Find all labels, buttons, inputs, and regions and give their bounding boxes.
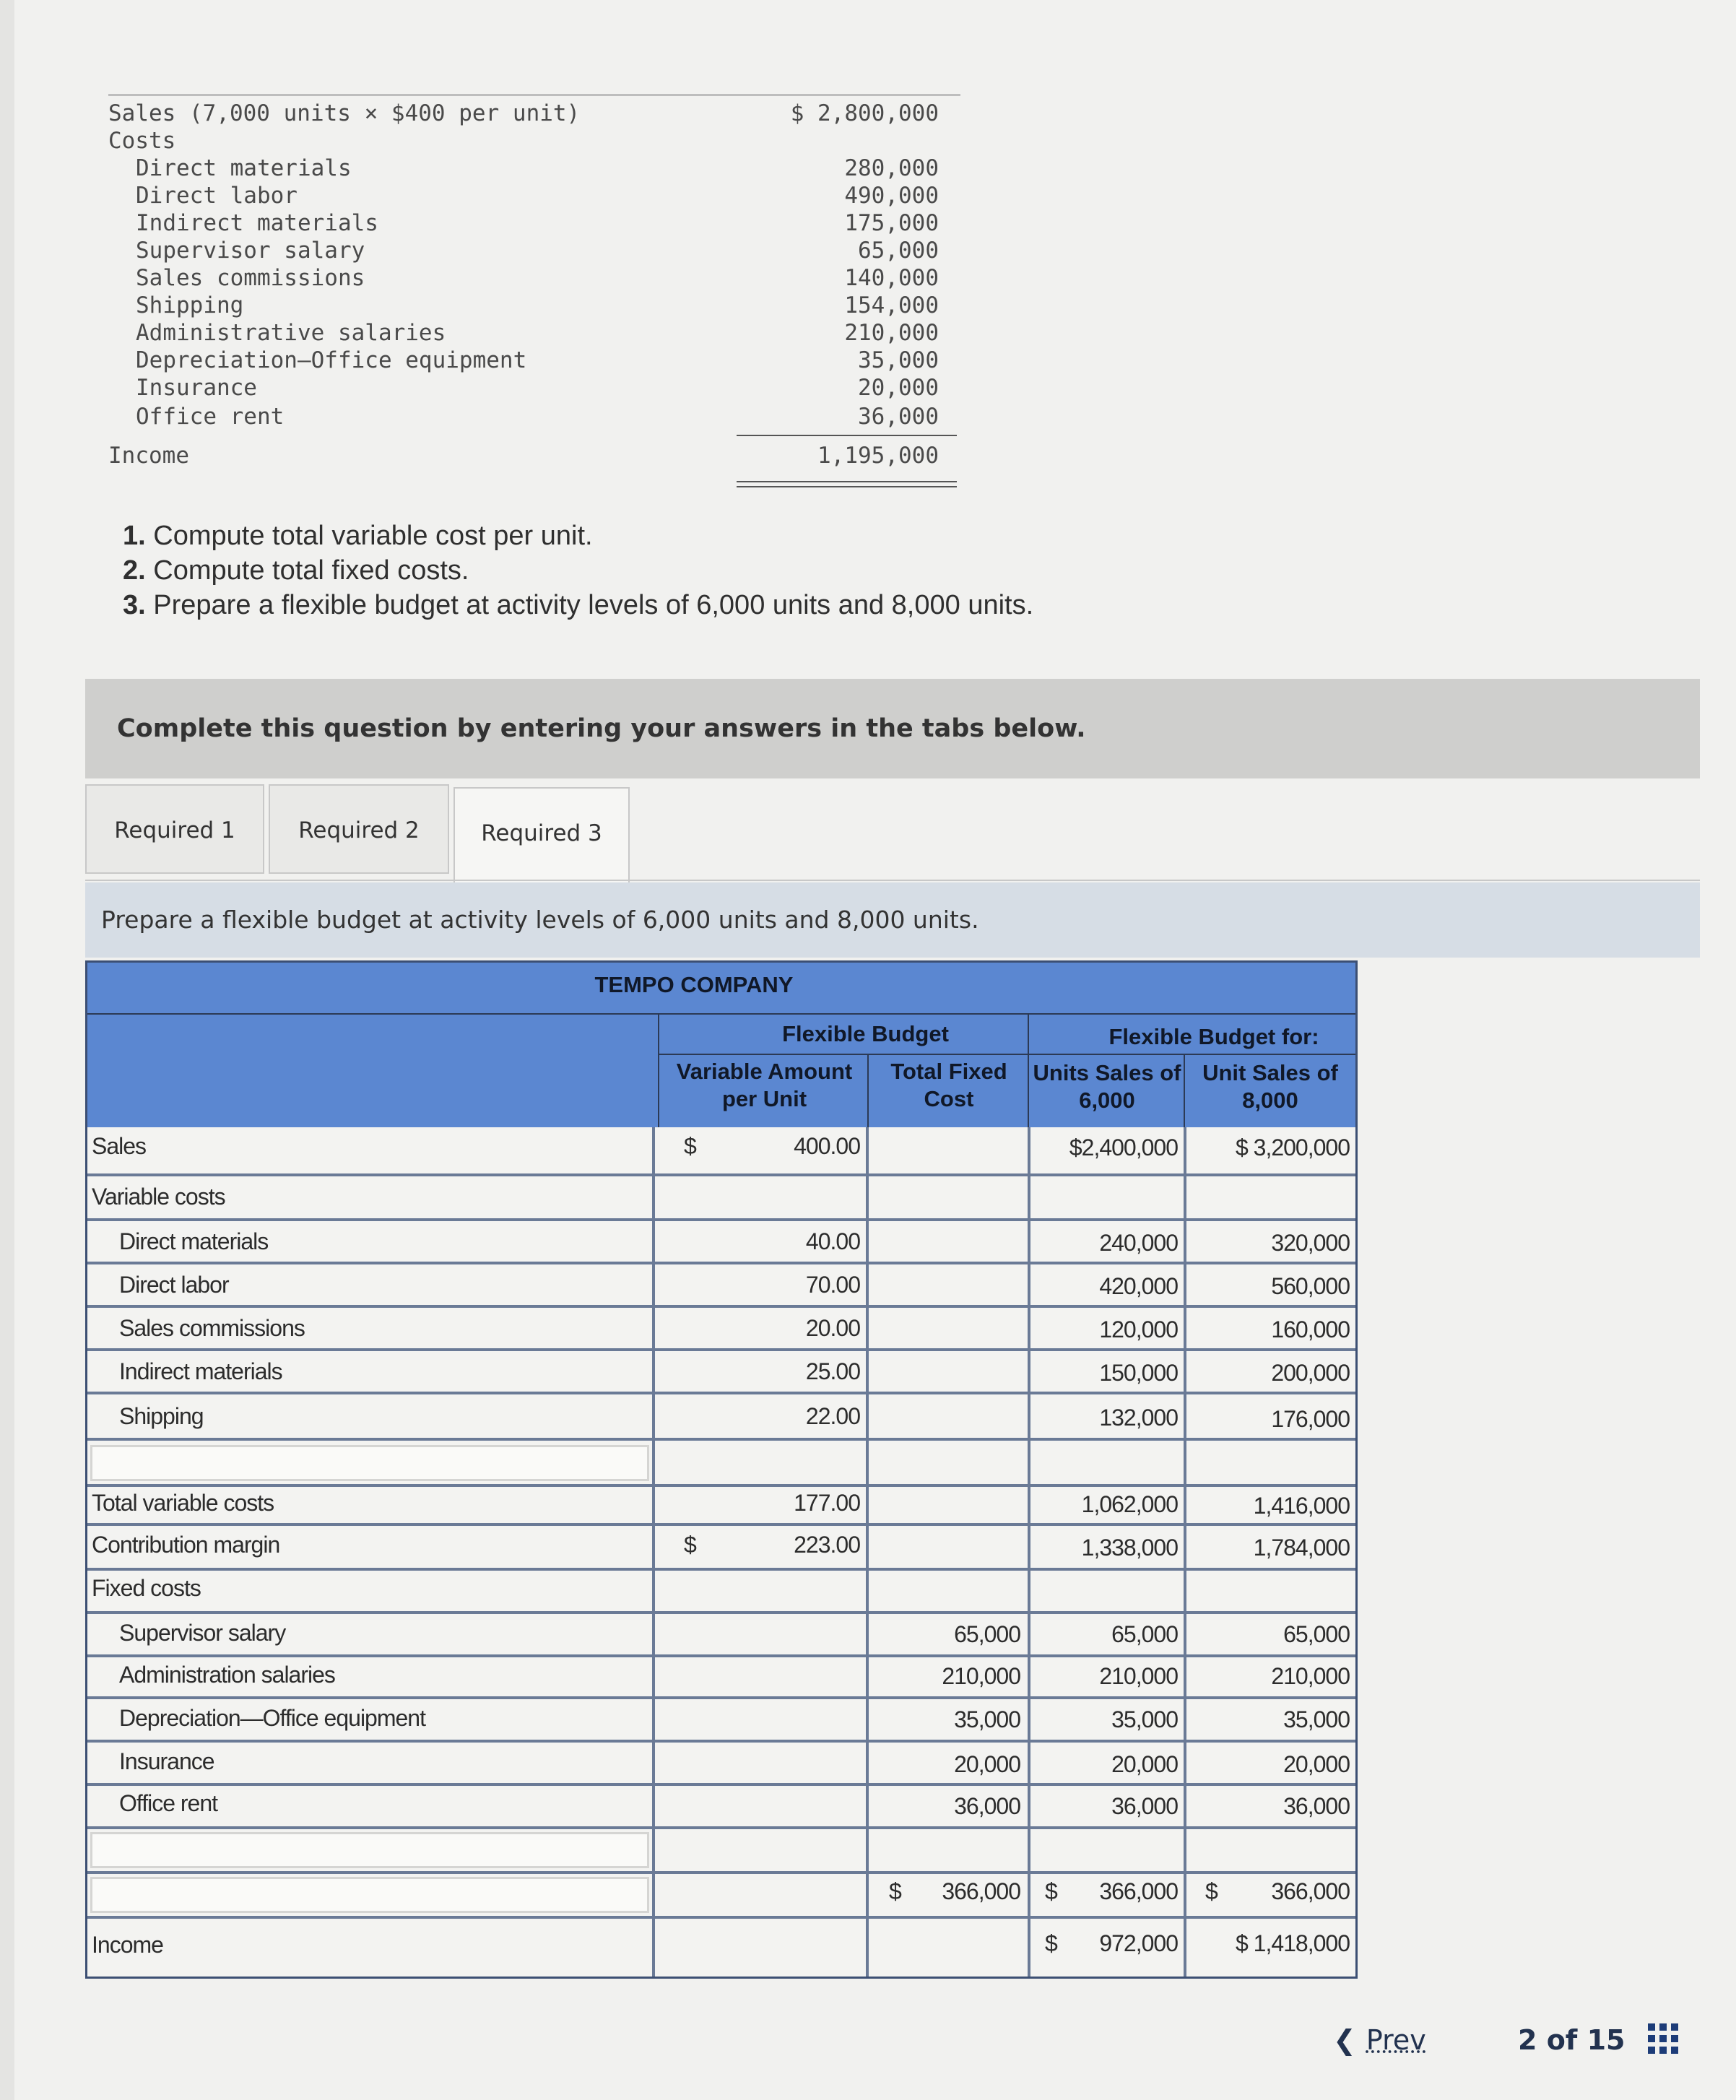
statement-label: Insurance bbox=[136, 375, 257, 401]
statement-value: 140,000 bbox=[844, 265, 939, 291]
depreciation-6000-input[interactable]: 35,000 bbox=[1111, 1706, 1178, 1732]
row-label-depreciation: Depreciation—Office equipment bbox=[119, 1705, 425, 1731]
office-rent-6000-input[interactable]: 36,000 bbox=[1111, 1793, 1178, 1819]
grid-line bbox=[87, 1568, 1355, 1571]
statement-double-rule bbox=[737, 486, 957, 487]
supervisor-salary-8000-input[interactable]: 65,000 bbox=[1283, 1621, 1350, 1647]
variable-costs-heading: Variable costs bbox=[92, 1184, 225, 1210]
administration-salaries-fixed-input[interactable]: 210,000 bbox=[942, 1663, 1020, 1689]
direct-materials-8000-input[interactable]: 320,000 bbox=[1271, 1230, 1350, 1256]
row-label-shipping: Shipping bbox=[119, 1403, 204, 1429]
statement-value: 65,000 bbox=[858, 238, 939, 264]
worksheet-header bbox=[87, 963, 1355, 1127]
grid-line bbox=[87, 1916, 1355, 1919]
statement-value: 490,000 bbox=[844, 183, 939, 209]
income-6000: 972,000 bbox=[1099, 1930, 1178, 1956]
question-list bbox=[123, 519, 1033, 622]
blank-label-input[interactable] bbox=[90, 1832, 649, 1868]
grid-line bbox=[87, 1348, 1355, 1351]
grid-line bbox=[87, 1740, 1355, 1743]
statement-label: Direct labor bbox=[136, 183, 298, 209]
statement-label: Costs bbox=[108, 128, 176, 154]
row-label-direct-materials: Direct materials bbox=[119, 1228, 269, 1254]
currency-symbol: $ bbox=[889, 1878, 902, 1904]
statement-row bbox=[108, 182, 960, 209]
question-number: 2. bbox=[123, 555, 146, 586]
administration-salaries-6000-input[interactable]: 210,000 bbox=[1099, 1663, 1178, 1689]
grid-line bbox=[87, 1218, 1355, 1221]
page-indicator bbox=[1518, 2024, 1625, 2056]
row-label-contribution-margin: Contribution margin bbox=[92, 1532, 280, 1558]
statement-label: Supervisor salary bbox=[136, 238, 365, 264]
indirect-materials-6000-input[interactable]: 150,000 bbox=[1099, 1360, 1178, 1386]
statement-row bbox=[108, 237, 960, 264]
income-8000: $ 1,418,000 bbox=[1235, 1930, 1350, 1956]
supervisor-salary-6000-input[interactable]: 65,000 bbox=[1111, 1621, 1178, 1647]
insurance-6000-input[interactable]: 20,000 bbox=[1111, 1751, 1178, 1777]
statement-label: Shipping bbox=[136, 292, 244, 318]
statement-value: 1,195,000 bbox=[817, 443, 939, 469]
page bbox=[14, 0, 1736, 2100]
statement-top-rule bbox=[108, 94, 960, 96]
direct-labor-8000-input[interactable]: 560,000 bbox=[1271, 1273, 1350, 1299]
grid-line bbox=[87, 1696, 1355, 1699]
statement-value: 175,000 bbox=[844, 210, 939, 236]
sales-8000-input[interactable]: $ 3,200,000 bbox=[1235, 1134, 1350, 1160]
statement-row bbox=[108, 264, 960, 292]
direct-labor-variable-input[interactable]: 70.00 bbox=[805, 1272, 860, 1298]
question-number: 1. bbox=[123, 521, 146, 551]
insurance-8000-input[interactable]: 20,000 bbox=[1283, 1751, 1350, 1777]
prev-button[interactable] bbox=[1333, 2024, 1426, 2056]
row-label-sales: Sales bbox=[92, 1133, 147, 1159]
shipping-variable-input[interactable]: 22.00 bbox=[805, 1403, 860, 1429]
depreciation-8000-input[interactable]: 35,000 bbox=[1283, 1706, 1350, 1732]
row-label-indirect-materials: Indirect materials bbox=[119, 1358, 282, 1384]
row-label-direct-labor: Direct labor bbox=[119, 1272, 229, 1298]
sales-commissions-6000-input[interactable]: 120,000 bbox=[1099, 1316, 1178, 1342]
shipping-8000-input[interactable]: 176,000 bbox=[1271, 1406, 1350, 1432]
statement-row bbox=[108, 442, 960, 469]
units-6000-heading: Units Sales of 6,000 bbox=[1033, 1060, 1181, 1113]
question-text: Prepare a flexible budget at activity levels of 6,000 units and 8,000 units. bbox=[153, 590, 1034, 620]
currency-symbol: $ bbox=[1045, 1878, 1058, 1904]
company-name: TEMPO COMPANY bbox=[594, 972, 794, 997]
office-rent-fixed-input[interactable]: 36,000 bbox=[954, 1793, 1020, 1819]
total-variable-per-unit: 177.00 bbox=[794, 1490, 860, 1516]
total-variable-6000: 1,062,000 bbox=[1081, 1491, 1178, 1517]
total-pages: 15 bbox=[1587, 2024, 1626, 2056]
grid-line bbox=[87, 1783, 1355, 1786]
grid-line bbox=[1028, 1127, 1030, 1977]
blank-label-input[interactable] bbox=[90, 1877, 649, 1913]
grid-line bbox=[87, 1438, 1355, 1441]
row-label-income: Income bbox=[92, 1932, 163, 1958]
currency-symbol: $ bbox=[684, 1532, 697, 1558]
statement-subtotal-rule bbox=[737, 435, 957, 436]
question-text: Compute total fixed costs. bbox=[153, 555, 469, 586]
statement-value: 210,000 bbox=[844, 320, 939, 346]
tab-required-3[interactable]: Required 3 bbox=[453, 787, 630, 882]
statement-row bbox=[108, 374, 960, 402]
shipping-6000-input[interactable]: 132,000 bbox=[1099, 1405, 1178, 1431]
grid-line bbox=[87, 1654, 1355, 1657]
statement-row bbox=[108, 127, 960, 155]
contribution-8000: 1,784,000 bbox=[1253, 1535, 1350, 1561]
row-label-total-variable-costs: Total variable costs bbox=[92, 1490, 274, 1516]
question-1 bbox=[123, 519, 1033, 553]
row-label-supervisor-salary: Supervisor salary bbox=[119, 1620, 286, 1646]
header-divider bbox=[658, 1013, 659, 1127]
indirect-materials-variable-input[interactable]: 25.00 bbox=[805, 1358, 860, 1384]
statement-label: Indirect materials bbox=[136, 210, 378, 236]
tab-underline bbox=[85, 880, 1700, 881]
tab-required-2[interactable]: Required 2 bbox=[269, 784, 449, 874]
sales-commissions-8000-input[interactable]: 160,000 bbox=[1271, 1316, 1350, 1342]
currency-symbol: $ bbox=[1205, 1878, 1218, 1904]
grid-line bbox=[866, 1127, 869, 1977]
insurance-fixed-input[interactable]: 20,000 bbox=[954, 1751, 1020, 1777]
total-fixed-6000: 366,000 bbox=[1099, 1878, 1178, 1904]
grid-line bbox=[87, 1173, 1355, 1176]
page-of: of bbox=[1546, 2024, 1578, 2056]
statement-row bbox=[108, 319, 960, 347]
row-label-insurance: Insurance bbox=[119, 1748, 214, 1774]
sales-6000-input[interactable]: $2,400,000 bbox=[1069, 1134, 1178, 1160]
header-rule bbox=[658, 1054, 1355, 1055]
supervisor-salary-fixed-input[interactable]: 65,000 bbox=[954, 1621, 1020, 1647]
row-label-office-rent: Office rent bbox=[119, 1790, 218, 1816]
statement-value: 154,000 bbox=[844, 292, 939, 318]
blank-label-input[interactable] bbox=[90, 1445, 649, 1481]
indirect-materials-8000-input[interactable]: 200,000 bbox=[1271, 1360, 1350, 1386]
grid-line bbox=[87, 1871, 1355, 1874]
statement-label: Sales commissions bbox=[136, 265, 365, 291]
direct-labor-6000-input[interactable]: 420,000 bbox=[1099, 1273, 1178, 1299]
statement-row bbox=[108, 347, 960, 374]
tab-instruction: Prepare a flexible budget at activity levels of 6,000 units and 8,000 units. bbox=[85, 882, 1700, 958]
currency-symbol: $ bbox=[1045, 1930, 1058, 1956]
grid-menu-icon[interactable] bbox=[1648, 2023, 1678, 2054]
variable-amount-heading: Variable Amount per Unit bbox=[676, 1059, 853, 1111]
contribution-per-unit: 223.00 bbox=[794, 1532, 860, 1558]
total-fixed-cost: 366,000 bbox=[942, 1878, 1020, 1904]
statement-label: Sales (7,000 units × $400 per unit) bbox=[108, 100, 581, 126]
question-text: Compute total variable cost per unit. bbox=[153, 521, 593, 551]
statement-row bbox=[108, 403, 960, 430]
administration-salaries-8000-input[interactable]: 210,000 bbox=[1271, 1663, 1350, 1689]
grid-line bbox=[87, 1523, 1355, 1526]
grid-line bbox=[1184, 1127, 1186, 1977]
currency-symbol: $ bbox=[684, 1133, 697, 1159]
office-rent-8000-input[interactable]: 36,000 bbox=[1283, 1793, 1350, 1819]
grid-line bbox=[87, 1484, 1355, 1487]
header-divider bbox=[867, 1054, 869, 1127]
statement-row bbox=[108, 209, 960, 237]
sales-commissions-variable-input[interactable]: 20.00 bbox=[805, 1315, 860, 1341]
header-divider bbox=[1028, 1013, 1029, 1127]
grid-line bbox=[652, 1127, 655, 1977]
row-label-administration-salaries: Administration salaries bbox=[119, 1662, 335, 1688]
statement-value: 36,000 bbox=[858, 404, 939, 430]
fixed-costs-heading: Fixed costs bbox=[92, 1575, 201, 1601]
statement-label: Income bbox=[108, 443, 189, 469]
total-variable-8000: 1,416,000 bbox=[1253, 1493, 1350, 1519]
total-fixed-8000: 366,000 bbox=[1271, 1878, 1350, 1904]
grid-line bbox=[87, 1611, 1355, 1614]
tab-required-1[interactable]: Required 1 bbox=[85, 784, 264, 874]
prev-label: Prev bbox=[1366, 2024, 1426, 2056]
statement-value: 20,000 bbox=[858, 375, 939, 401]
statement-double-rule bbox=[737, 481, 957, 482]
contribution-6000: 1,338,000 bbox=[1081, 1535, 1178, 1561]
statement-row bbox=[108, 100, 960, 127]
statement-label: Depreciation—Office equipment bbox=[136, 347, 527, 373]
sales-variable-input[interactable]: 400.00 bbox=[794, 1133, 860, 1159]
question-2 bbox=[123, 553, 1033, 588]
flexible-budget-heading: Flexible Budget bbox=[782, 1021, 949, 1046]
statement-label: Administrative salaries bbox=[136, 320, 446, 346]
statement-row bbox=[108, 292, 960, 319]
instruction-banner: Complete this question by entering your answers in the tabs below. bbox=[85, 679, 1700, 778]
grid-line bbox=[87, 1262, 1355, 1264]
statement-row bbox=[108, 155, 960, 182]
statement-value: 35,000 bbox=[858, 347, 939, 373]
current-page: 2 bbox=[1518, 2024, 1537, 2056]
question-number: 3. bbox=[123, 590, 146, 620]
depreciation-fixed-input[interactable]: 35,000 bbox=[954, 1706, 1020, 1732]
question-3 bbox=[123, 588, 1033, 622]
direct-materials-variable-input[interactable]: 40.00 bbox=[805, 1228, 860, 1254]
statement-value: 280,000 bbox=[844, 155, 939, 181]
grid-line bbox=[87, 1826, 1355, 1829]
grid-line bbox=[87, 1305, 1355, 1308]
direct-materials-6000-input[interactable]: 240,000 bbox=[1099, 1230, 1178, 1256]
statement-label: Office rent bbox=[136, 404, 285, 430]
flexible-budget-for-heading: Flexible Budget for: bbox=[1108, 1024, 1319, 1049]
row-label-sales-commissions: Sales commissions bbox=[119, 1315, 305, 1341]
statement-label: Direct materials bbox=[136, 155, 352, 181]
flexible-budget-worksheet bbox=[85, 960, 1358, 1979]
header-divider bbox=[1184, 1054, 1185, 1127]
statement-value: $ 2,800,000 bbox=[790, 100, 939, 126]
total-fixed-heading: Total Fixed Cost bbox=[890, 1059, 1007, 1111]
header-rule bbox=[87, 1013, 1355, 1015]
units-8000-heading: Unit Sales of 8,000 bbox=[1202, 1060, 1338, 1113]
chevron-left-icon: ❮ bbox=[1333, 2024, 1356, 2056]
grid-line bbox=[87, 1392, 1355, 1394]
